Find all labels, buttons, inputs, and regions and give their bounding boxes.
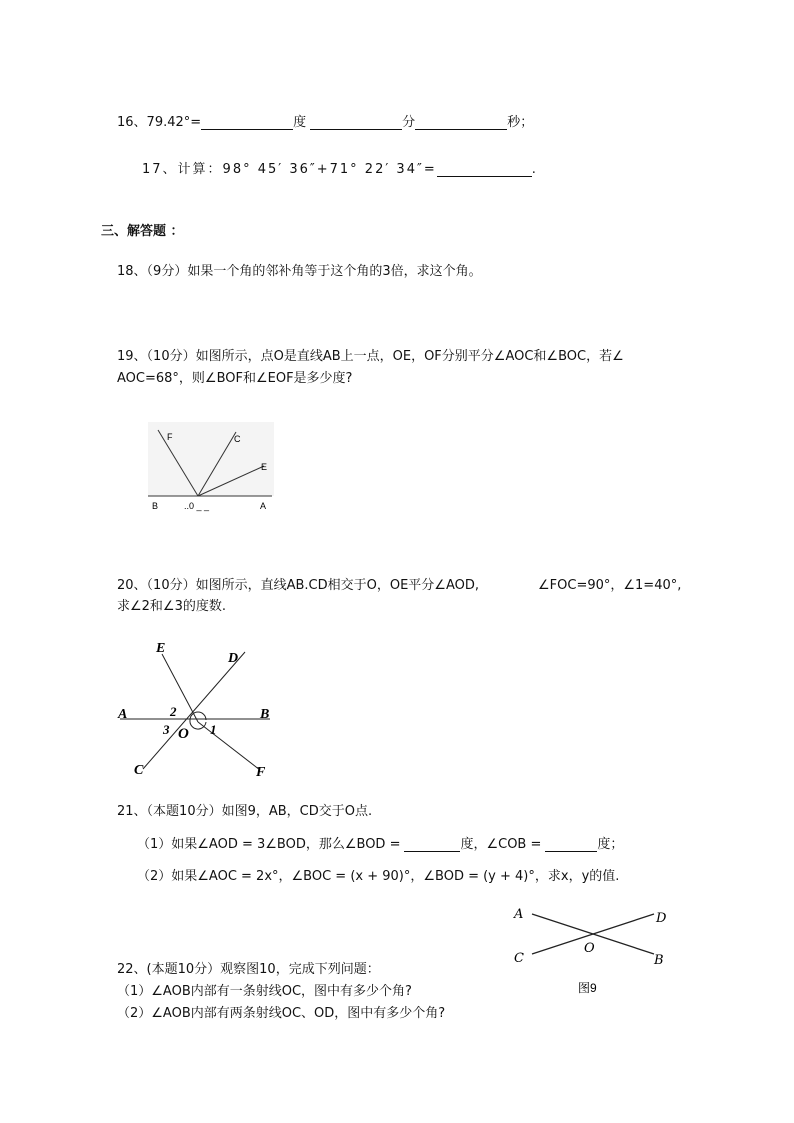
q16-degree-unit: 度 [293, 115, 307, 130]
question-20-line-1: 20、（10分）如图所示，直线AB.CD相交于O，OE平分∠AOD, [117, 578, 479, 593]
q17-answer-blank[interactable] [437, 162, 532, 177]
q21-label-o: O [584, 941, 595, 956]
q19-label-f: F [167, 432, 173, 442]
q19-label-a: A [260, 501, 267, 511]
q19-figure [140, 418, 280, 518]
question-20-line-2: 求∠2和∠3的度数. [117, 599, 226, 614]
q20-label-o: O [178, 726, 189, 742]
question-21-part-1 [137, 833, 623, 852]
q16-second-unit: 秒； [507, 115, 534, 130]
q19-label-o: ..0 _ _ [184, 501, 210, 511]
q20-label-e: E [156, 641, 166, 656]
q16-minute-unit: 分 [402, 115, 416, 130]
q20-figure [110, 636, 290, 786]
q21-figure-9 [508, 902, 680, 998]
q17-text: 17、计算：98° 45′ 36″+71° 22′ 34″= [142, 162, 437, 177]
q21-bod-blank[interactable] [404, 837, 460, 852]
q21-label-d: D [656, 911, 667, 926]
q21-label-a: A [514, 907, 524, 922]
q21-p1-text-a: （1）如果∠AOD = 3∠BOD，那么∠BOD = [137, 837, 401, 852]
q20-label-1: 1 [210, 722, 217, 737]
question-21-part-2: （2）如果∠AOC = 2x°，∠BOC = (x + 90)°，∠BOD = (y + 4)°，求x，y的值. [137, 869, 620, 884]
q17-end: . [531, 162, 538, 177]
q21-figure-caption: 图9 [578, 981, 597, 995]
q19-label-c: C [234, 434, 241, 444]
q20-ray-of [198, 722, 260, 770]
q20-label-c: C [134, 763, 144, 778]
question-16 [117, 111, 533, 130]
question-22-line-3: （2）∠AOB内部有两条射线OC、OD，图中有多少个角? [117, 1006, 446, 1021]
question-18: 18、（9分）如果一个角的邻补角等于这个角的3倍，求这个角。 [117, 264, 482, 279]
question-21-line-1: 21、（本题10分）如图9，AB，CD交于O点. [117, 804, 373, 819]
section-3-title: 三、解答题 ： [101, 224, 184, 239]
question-22-line-1: 22、(本题10分）观察图10，完成下列问题： [117, 962, 380, 977]
q16-prefix: 16、79.42°= [117, 115, 202, 130]
question-22-line-2: （1）∠AOB内部有一条射线OC，图中有多少个角? [117, 984, 412, 999]
q21-cob-blank[interactable] [545, 837, 597, 852]
q21-p1-text-c: 度； [597, 837, 624, 852]
question-17 [142, 158, 538, 177]
q20-label-a: A [118, 707, 128, 722]
q20-label-d: D [228, 651, 239, 666]
q20-label-f: F [256, 765, 266, 780]
question-19-line-2: AOC=68°，则∠BOF和∠EOF是多少度? [117, 371, 353, 386]
q19-label-e: E [261, 462, 268, 472]
question-19-line-1: 19、（10分）如图所示，点O是直线AB上一点，OE，OF分别平分∠AOC和∠BOC，若∠ [117, 349, 624, 364]
q20-label-3: 3 [163, 722, 170, 737]
q19-label-b: B [152, 501, 159, 511]
q16-degree-blank[interactable] [201, 115, 293, 130]
q20-ray-oe [162, 654, 198, 722]
q21-label-c: C [514, 951, 524, 966]
q21-label-b: B [654, 953, 664, 968]
q20-label-b: B [260, 707, 270, 722]
q21-p1-text-b: 度，∠COB = [460, 837, 542, 852]
q20-label-2: 2 [170, 704, 177, 719]
q16-second-blank[interactable] [415, 115, 507, 130]
question-20-line-1-right: ∠FOC=90°，∠1=40°, [538, 578, 682, 593]
q16-minute-blank[interactable] [310, 115, 402, 130]
q20-line-cd [143, 652, 245, 769]
